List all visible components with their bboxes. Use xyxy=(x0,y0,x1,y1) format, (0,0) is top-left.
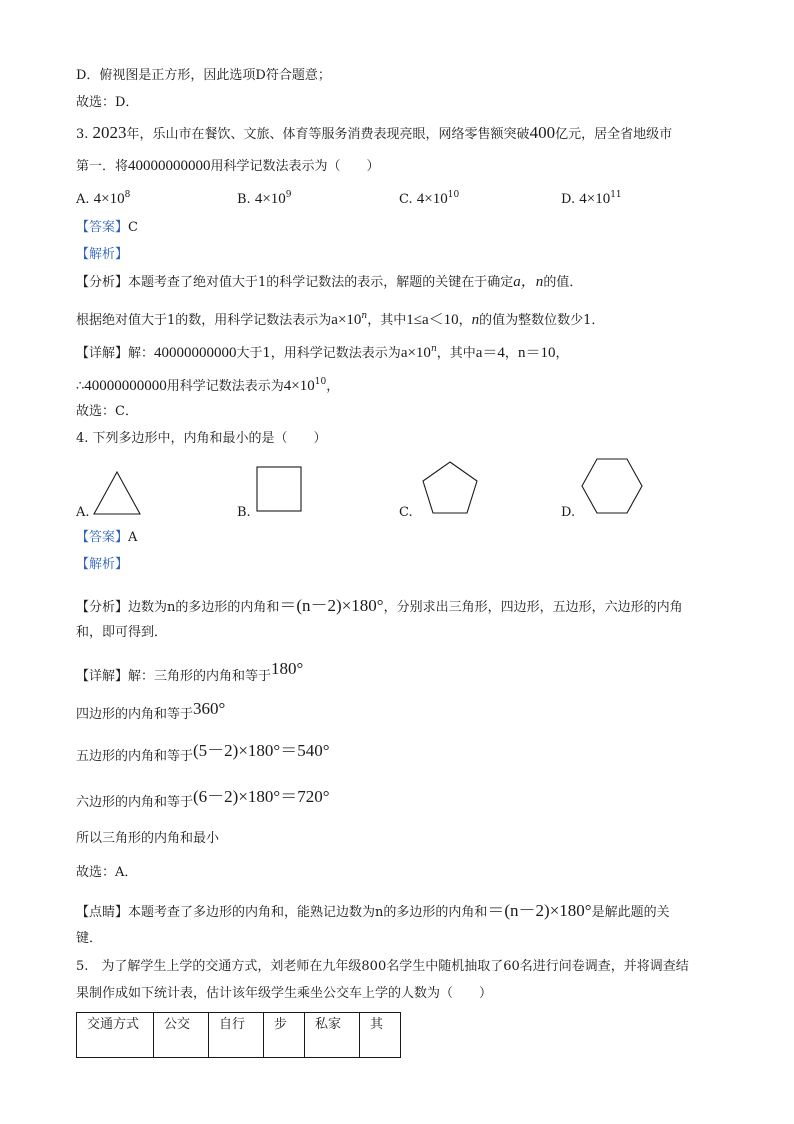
tf-number: 40000000000 xyxy=(84,378,167,394)
rule-condition: 1≤a＜10 xyxy=(406,312,459,328)
q4-choose: 故选：A． xyxy=(76,865,138,880)
q3-rule xyxy=(76,307,604,330)
fenxi-text-a: 本题考查了绝对值大于1的科学记数法的表示，解题的关键在于确定 xyxy=(128,275,514,290)
q3-fenxi xyxy=(76,273,582,292)
q4-answer xyxy=(76,529,137,547)
q3-answer xyxy=(76,219,138,237)
dj-text-a: 本题考查了多边形的内角和，能熟记边数为n的多边形的内角和 xyxy=(128,905,488,920)
option-letter: C. xyxy=(399,192,413,207)
q4-option-c-letter: C. xyxy=(399,505,413,520)
q4-option-b-letter: B. xyxy=(237,505,251,520)
rule-text-d: 的值为整数位数少1． xyxy=(479,313,605,328)
therefore-symbol: ∴ xyxy=(76,379,85,394)
q4-fenxi-line2: 和，即可得到． xyxy=(76,625,168,640)
fenxi-text-b: 的值． xyxy=(543,275,583,290)
rule-text-b: ，其中 xyxy=(367,313,407,328)
tf-end: ， xyxy=(326,379,340,394)
option-letter: D. xyxy=(561,192,576,207)
hexagon-figure xyxy=(580,457,644,515)
rule-exp: n xyxy=(361,311,368,321)
q3-amount: 400 xyxy=(529,123,556,142)
xj-n-value: n＝10 xyxy=(517,345,556,361)
q4-analysis-tag: 【解析】 xyxy=(76,557,129,572)
fenxi-vars: a，n xyxy=(513,274,544,290)
dj-formula: ＝(n－2)×180° xyxy=(487,901,592,920)
xj-text-b: 大于1，用科学记数法表示为 xyxy=(236,346,401,361)
dianjing-tag: 【点睛】 xyxy=(76,905,129,920)
q3-choose: 故选：C． xyxy=(76,404,138,419)
option-base: 4×10 xyxy=(579,191,611,207)
triangle-figure xyxy=(92,470,142,516)
tf-text: 用科学记数法表示为 xyxy=(166,379,284,394)
pentagon-figure xyxy=(420,460,480,516)
q4-stem: 4. 下列多边形中，内角和最小的是（ ） xyxy=(76,431,327,446)
fenxi-text-a: 边数为n的多边形的内角和 xyxy=(128,600,280,615)
tri-value: 180° xyxy=(271,659,304,678)
fenxi-text-b: ，分别求出三角形，四边形，五边形，六边形的内角 xyxy=(383,600,683,615)
answer-value: A xyxy=(128,530,138,545)
option-letter: A. xyxy=(76,192,90,207)
q4-xiangjie-triangle xyxy=(76,660,303,686)
table-cell: 自行 xyxy=(209,1013,264,1058)
transport-table xyxy=(76,1012,401,1058)
q3-option-d xyxy=(561,190,622,208)
q4-quadrilateral xyxy=(76,700,225,724)
option-base: 4×10 xyxy=(416,191,448,207)
option-exp: 11 xyxy=(610,190,622,200)
fenxi-formula: ＝(n－2)×180° xyxy=(279,596,384,615)
option-letter: B. xyxy=(237,192,251,207)
q4-option-a-letter: A. xyxy=(76,505,90,520)
xiangjie-tag: 【详解】 xyxy=(76,669,129,684)
answer-tag: 【答案】 xyxy=(76,220,129,235)
xj-text-c: ，其中 xyxy=(436,346,476,361)
quad-text: 四边形的内角和等于 xyxy=(76,707,194,722)
xiangjie-tag: 【详解】 xyxy=(76,346,129,361)
answer-tag: 【答案】 xyxy=(76,530,129,545)
q3-analysis-tag: 【解析】 xyxy=(76,247,129,262)
xj-text-a: 解： xyxy=(128,346,155,361)
hexa-text: 六边形的内角和等于 xyxy=(76,795,194,810)
xj-sep: ， xyxy=(504,346,518,361)
q3-option-c xyxy=(399,190,459,208)
option-exp: 9 xyxy=(285,190,292,200)
q3-stem-line2 xyxy=(76,157,380,176)
q3-therefore xyxy=(76,373,339,396)
fenxi-tag: 【分析】 xyxy=(76,600,129,615)
q3-option-a xyxy=(76,190,130,208)
q5-stem-line2: 果制作成如下统计表，估计该年级学生乘坐公交车上学的人数为（ ） xyxy=(76,986,493,1001)
rule-text-c: ， xyxy=(458,313,472,328)
quad-value: 360° xyxy=(193,699,226,718)
q3-option-b xyxy=(237,190,292,208)
q2-choose: 故选：D． xyxy=(76,95,139,110)
table-cell: 私家 xyxy=(305,1013,360,1058)
table-cell: 其 xyxy=(360,1013,401,1058)
option-exp: 8 xyxy=(124,190,131,200)
q4-pentagon xyxy=(76,742,330,766)
table-cell: 公交 xyxy=(154,1013,209,1058)
table-header-row xyxy=(77,1013,401,1058)
q3-text-b: 亿元，居全省地级市 xyxy=(555,127,673,142)
xj-number: 40000000000 xyxy=(154,345,237,361)
q3-text-a: 年，乐山市在餐饮、文旅、体育等服务消费表现亮眼，网络零售额突破 xyxy=(126,127,530,142)
q4-fenxi-line1 xyxy=(76,597,683,617)
xj-a-value: a＝4 xyxy=(475,345,505,361)
q3-xiangjie xyxy=(76,340,568,363)
penta-text: 五边形的内角和等于 xyxy=(76,749,194,764)
q3-stem-line1 xyxy=(76,124,672,144)
tf-exp: 10 xyxy=(314,377,327,387)
answer-value: C xyxy=(128,220,138,235)
q3-line2-b: 用科学记数法表示为（ ） xyxy=(210,159,380,174)
xj-exp: n xyxy=(430,344,437,354)
q4-dianjing-line2: 键． xyxy=(76,931,103,946)
option-base: 4×10 xyxy=(93,191,125,207)
table-cell: 步 xyxy=(264,1013,305,1058)
q3-year: 2023 xyxy=(92,123,127,142)
q4-dianjing-line1 xyxy=(76,902,670,922)
xj-text-d: ， xyxy=(555,346,569,361)
tf-base: 4×10 xyxy=(283,378,315,394)
q2-option-d-line: D．俯视图是正方形，因此选项D符合题意； xyxy=(76,68,331,83)
q5-stem-line1: 5. 为了解学生上学的交通方式，刘老师在九年级800名学生中随机抽取了60名进行问卷调查，并将调查结 xyxy=(76,959,689,974)
q4-hexagon xyxy=(76,788,330,812)
q4-conclusion: 所以三角形的内角和最小 xyxy=(76,831,220,846)
option-base: 4×10 xyxy=(254,191,286,207)
rule-form: a×10 xyxy=(331,312,362,328)
hexa-value: (6－2)×180°＝720° xyxy=(193,787,330,806)
xj-form: a×10 xyxy=(400,345,431,361)
rule-n: n xyxy=(471,312,480,328)
fenxi-tag: 【分析】 xyxy=(76,275,129,290)
q3-big-number: 40000000000 xyxy=(128,158,211,174)
table-cell: 交通方式 xyxy=(77,1013,154,1058)
tri-text: 解：三角形的内角和等于 xyxy=(128,669,272,684)
option-exp: 10 xyxy=(447,190,460,200)
penta-value: (5－2)×180°＝540° xyxy=(193,741,330,760)
q3-number: 3. xyxy=(76,127,89,142)
rule-text-a: 根据绝对值大于1的数，用科学记数法表示为 xyxy=(76,313,332,328)
q3-line2-a: 第一．将 xyxy=(76,159,129,174)
dj-text-b: 是解此题的关 xyxy=(591,905,670,920)
q4-option-d-letter: D. xyxy=(561,505,576,520)
square-figure xyxy=(256,466,302,512)
